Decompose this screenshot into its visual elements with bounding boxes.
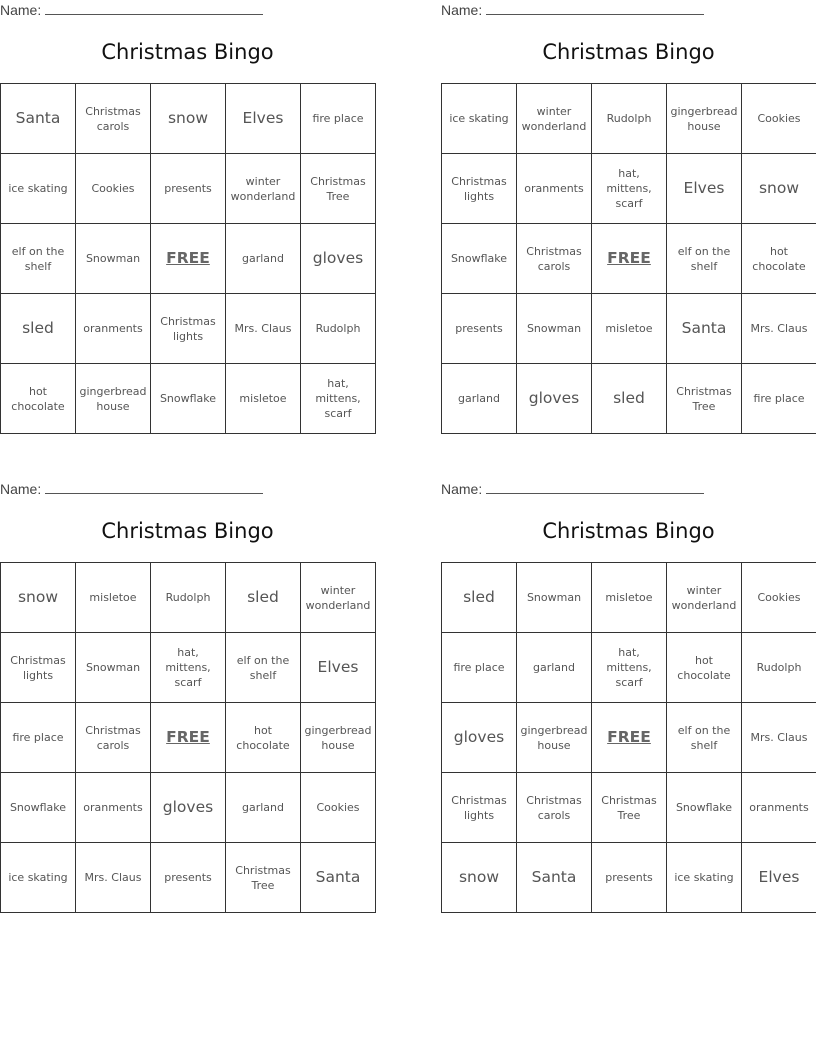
bingo-cell: winter wonderland <box>667 563 742 633</box>
bingo-cell: sled <box>592 364 667 434</box>
bingo-cell: Christmas carols <box>76 703 151 773</box>
bingo-cell: Snowman <box>517 563 592 633</box>
bingo-cell: Mrs. Claus <box>742 703 816 773</box>
bingo-cell: Christmas carols <box>517 773 592 843</box>
bingo-cell: Christmas Tree <box>592 773 667 843</box>
bingo-cell: hat, mittens, scarf <box>151 633 226 703</box>
bingo-cell: hot chocolate <box>742 224 816 294</box>
bingo-row <box>442 773 816 843</box>
bingo-cell: Snowflake <box>667 773 742 843</box>
bingo-cell: Christmas carols <box>517 224 592 294</box>
card-title: Christmas Bingo <box>101 40 274 64</box>
bingo-cell: Christmas lights <box>442 154 517 224</box>
bingo-row <box>442 703 816 773</box>
bingo-row <box>1 84 376 154</box>
bingo-cell: Snowman <box>517 294 592 364</box>
bingo-cell: Christmas Tree <box>667 364 742 434</box>
bingo-cell: sled <box>442 563 517 633</box>
bingo-cell: Christmas lights <box>151 294 226 364</box>
bingo-cell: Snowman <box>76 633 151 703</box>
card-title: Christmas Bingo <box>101 519 274 543</box>
bingo-cell: presents <box>151 843 226 913</box>
bingo-cell: gloves <box>442 703 517 773</box>
bingo-cell: Christmas Tree <box>301 154 376 224</box>
bingo-cell: Elves <box>226 84 301 154</box>
name-blank-line <box>486 2 704 15</box>
bingo-cell: gingerbread house <box>76 364 151 434</box>
name-label: Name: <box>441 481 483 497</box>
bingo-row <box>1 633 376 703</box>
bingo-cell: Christmas Tree <box>226 843 301 913</box>
bingo-cell: sled <box>1 294 76 364</box>
bingo-cell: presents <box>151 154 226 224</box>
bingo-row <box>442 364 816 434</box>
bingo-row <box>1 154 376 224</box>
bingo-cell: Elves <box>667 154 742 224</box>
bingo-cell: snow <box>151 84 226 154</box>
bingo-row <box>1 843 376 913</box>
bingo-cell: Christmas lights <box>442 773 517 843</box>
bingo-row <box>442 224 816 294</box>
bingo-cell: fire place <box>1 703 76 773</box>
bingo-cell: ice skating <box>1 843 76 913</box>
bingo-cell: snow <box>742 154 816 224</box>
bingo-row <box>442 294 816 364</box>
bingo-row <box>1 703 376 773</box>
bingo-cell: winter wonderland <box>226 154 301 224</box>
bingo-cell: hat, mittens, scarf <box>592 154 667 224</box>
bingo-cell: Mrs. Claus <box>226 294 301 364</box>
bingo-cell: misletoe <box>76 563 151 633</box>
bingo-cell: gingerbread house <box>301 703 376 773</box>
name-blank-line <box>45 481 263 494</box>
bingo-cell: garland <box>226 224 301 294</box>
bingo-cell: snow <box>442 843 517 913</box>
bingo-grid <box>0 562 376 913</box>
bingo-row <box>1 364 376 434</box>
bingo-cell: misletoe <box>226 364 301 434</box>
bingo-cell: Snowflake <box>442 224 517 294</box>
free-space: FREE <box>592 224 667 294</box>
bingo-cell: garland <box>442 364 517 434</box>
name-field <box>0 481 263 497</box>
card-title: Christmas Bingo <box>542 519 715 543</box>
bingo-cell: Snowman <box>76 224 151 294</box>
name-label: Name: <box>441 2 483 18</box>
bingo-cell: Rudolph <box>742 633 816 703</box>
bingo-cell: Cookies <box>301 773 376 843</box>
bingo-cell: garland <box>226 773 301 843</box>
bingo-cell: Mrs. Claus <box>76 843 151 913</box>
bingo-row <box>442 563 816 633</box>
bingo-row <box>442 84 816 154</box>
bingo-cell: Rudolph <box>151 563 226 633</box>
bingo-row <box>1 773 376 843</box>
bingo-cell: Snowflake <box>151 364 226 434</box>
bingo-cell: snow <box>1 563 76 633</box>
bingo-cell: oranments <box>76 773 151 843</box>
bingo-cell: elf on the shelf <box>667 224 742 294</box>
bingo-cell: Santa <box>667 294 742 364</box>
bingo-cell: hat, mittens, scarf <box>592 633 667 703</box>
bingo-cell: winter wonderland <box>517 84 592 154</box>
bingo-cell: misletoe <box>592 563 667 633</box>
name-field <box>441 481 704 497</box>
bingo-cell: hat, mittens, scarf <box>301 364 376 434</box>
bingo-cell: fire place <box>442 633 517 703</box>
bingo-cell: gingerbread house <box>667 84 742 154</box>
bingo-cell: gloves <box>301 224 376 294</box>
name-label: Name: <box>0 2 42 18</box>
bingo-cell: oranments <box>517 154 592 224</box>
name-blank-line <box>486 481 704 494</box>
bingo-cell: Cookies <box>742 563 816 633</box>
name-field <box>441 2 704 18</box>
bingo-cell: Cookies <box>742 84 816 154</box>
free-space: FREE <box>151 224 226 294</box>
bingo-cell: oranments <box>742 773 816 843</box>
bingo-cell: Santa <box>1 84 76 154</box>
bingo-cell: hot chocolate <box>667 633 742 703</box>
bingo-cell: ice skating <box>1 154 76 224</box>
bingo-cell: garland <box>517 633 592 703</box>
bingo-cell: hot chocolate <box>1 364 76 434</box>
bingo-cell: gloves <box>517 364 592 434</box>
bingo-cell: fire place <box>742 364 816 434</box>
name-blank-line <box>45 2 263 15</box>
bingo-row <box>1 294 376 364</box>
bingo-cell: gingerbread house <box>517 703 592 773</box>
bingo-cell: Santa <box>301 843 376 913</box>
bingo-grid <box>0 83 376 434</box>
name-field <box>0 2 263 18</box>
bingo-cell: elf on the shelf <box>667 703 742 773</box>
bingo-cell: Santa <box>517 843 592 913</box>
bingo-cell: Elves <box>301 633 376 703</box>
bingo-cell: presents <box>442 294 517 364</box>
bingo-cell: Rudolph <box>592 84 667 154</box>
bingo-cell: hot chocolate <box>226 703 301 773</box>
bingo-cell: Elves <box>742 843 816 913</box>
bingo-grid <box>441 562 816 913</box>
bingo-grid <box>441 83 816 434</box>
bingo-cell: winter wonderland <box>301 563 376 633</box>
bingo-cell: Snowflake <box>1 773 76 843</box>
card-title: Christmas Bingo <box>542 40 715 64</box>
bingo-cell: elf on the shelf <box>1 224 76 294</box>
free-space: FREE <box>592 703 667 773</box>
bingo-row <box>442 633 816 703</box>
bingo-cell: ice skating <box>442 84 517 154</box>
bingo-cell: Cookies <box>76 154 151 224</box>
bingo-cell: fire place <box>301 84 376 154</box>
bingo-row <box>1 563 376 633</box>
bingo-cell: gloves <box>151 773 226 843</box>
bingo-row <box>1 224 376 294</box>
bingo-cell: Christmas carols <box>76 84 151 154</box>
bingo-row <box>442 843 816 913</box>
bingo-cell: elf on the shelf <box>226 633 301 703</box>
bingo-cell: sled <box>226 563 301 633</box>
bingo-cell: ice skating <box>667 843 742 913</box>
bingo-cell: Rudolph <box>301 294 376 364</box>
bingo-cell: misletoe <box>592 294 667 364</box>
bingo-cell: oranments <box>76 294 151 364</box>
bingo-row <box>442 154 816 224</box>
bingo-cell: Mrs. Claus <box>742 294 816 364</box>
bingo-cell: Christmas lights <box>1 633 76 703</box>
free-space: FREE <box>151 703 226 773</box>
bingo-cell: presents <box>592 843 667 913</box>
name-label: Name: <box>0 481 42 497</box>
